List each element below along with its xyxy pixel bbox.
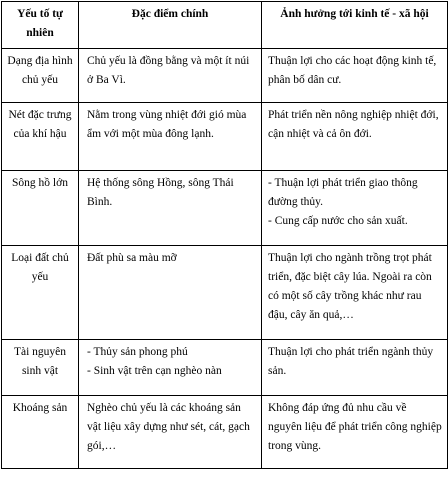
- header-cell-factor: Yếu tố tự nhiên: [2, 2, 79, 49]
- feature-cell: [79, 103, 262, 171]
- table-row: [2, 396, 448, 469]
- feature-cell: [79, 340, 262, 396]
- impact-cell: [262, 246, 448, 340]
- feature-cell: [79, 49, 262, 103]
- feature-text: Chủ yếu là đồng bằng và một ít núi ở Ba Vì.: [87, 55, 250, 86]
- feature-cell: [79, 246, 262, 340]
- impact-cell: [262, 396, 448, 469]
- table-row: [2, 340, 448, 396]
- table-row: [2, 103, 448, 171]
- feature-text: Nằm trong vùng nhiệt đới gió mùa ẩm với một mùa đông lạnh.: [87, 109, 247, 140]
- impact-cell: [262, 103, 448, 171]
- factor-cell: Khoáng sản: [2, 396, 79, 469]
- feature-cell: [79, 171, 262, 246]
- table-row: [2, 49, 448, 103]
- impact-cell: [262, 340, 448, 396]
- feature-cell: [79, 396, 262, 469]
- factor-cell: Tài nguyên sinh vật: [2, 340, 79, 396]
- impact-cell: [262, 49, 448, 103]
- impact-text: Phát triển nền nông nghiệp nhiệt đới, cận nhiệt và cả ôn đới.: [268, 109, 439, 140]
- header-cell-impact: Ảnh hưởng tới kinh tế - xã hội: [262, 2, 448, 49]
- factor-cell: Dạng địa hình chủ yếu: [2, 49, 79, 103]
- factor-cell: Sông hồ lớn: [2, 171, 79, 246]
- feature-bullet: - Sinh vật trên cạn nghèo nàn: [87, 365, 222, 377]
- impact-bullet: - Thuận lợi phát triển giao thông đường thủy.: [268, 177, 418, 208]
- impact-bullet: - Cung cấp nước cho sản xuất.: [268, 215, 408, 227]
- impact-cell: [262, 171, 448, 246]
- factor-cell: Nét đặc trưng của khí hậu: [2, 103, 79, 171]
- feature-text: Đất phù sa màu mỡ: [87, 252, 177, 264]
- table-row: [2, 246, 448, 340]
- feature-text: Hệ thống sông Hồng, sông Thái Bình.: [87, 177, 234, 208]
- impact-text: Thuận lợi cho các hoạt động kinh tế, phân bố dân cư.: [268, 55, 437, 86]
- feature-text: Nghèo chủ yếu là các khoáng sản vật liệu xây dựng như sét, cát, gạch gói,…: [87, 402, 250, 452]
- table-row: [2, 171, 448, 246]
- natural-factors-table: [1, 1, 448, 469]
- impact-text: Thuận lợi cho ngành trồng trọt phát triển, đặc biệt cây lúa. Ngoài ra còn có một số cây trồng khác như rau đậu, cây ăn quả,…: [268, 252, 432, 321]
- header-cell-feature: Đặc điểm chính: [79, 2, 262, 49]
- factor-cell: Loại đất chủ yếu: [2, 246, 79, 340]
- impact-text: Thuận lợi cho phát triển ngành thủy sản.: [268, 346, 434, 377]
- impact-text: Không đáp ứng đủ nhu cầu về nguyên liệu để phát triển công nghiệp trong vùng.: [268, 402, 442, 452]
- header-row: [2, 2, 448, 49]
- feature-bullet: - Thủy sản phong phú: [87, 346, 188, 358]
